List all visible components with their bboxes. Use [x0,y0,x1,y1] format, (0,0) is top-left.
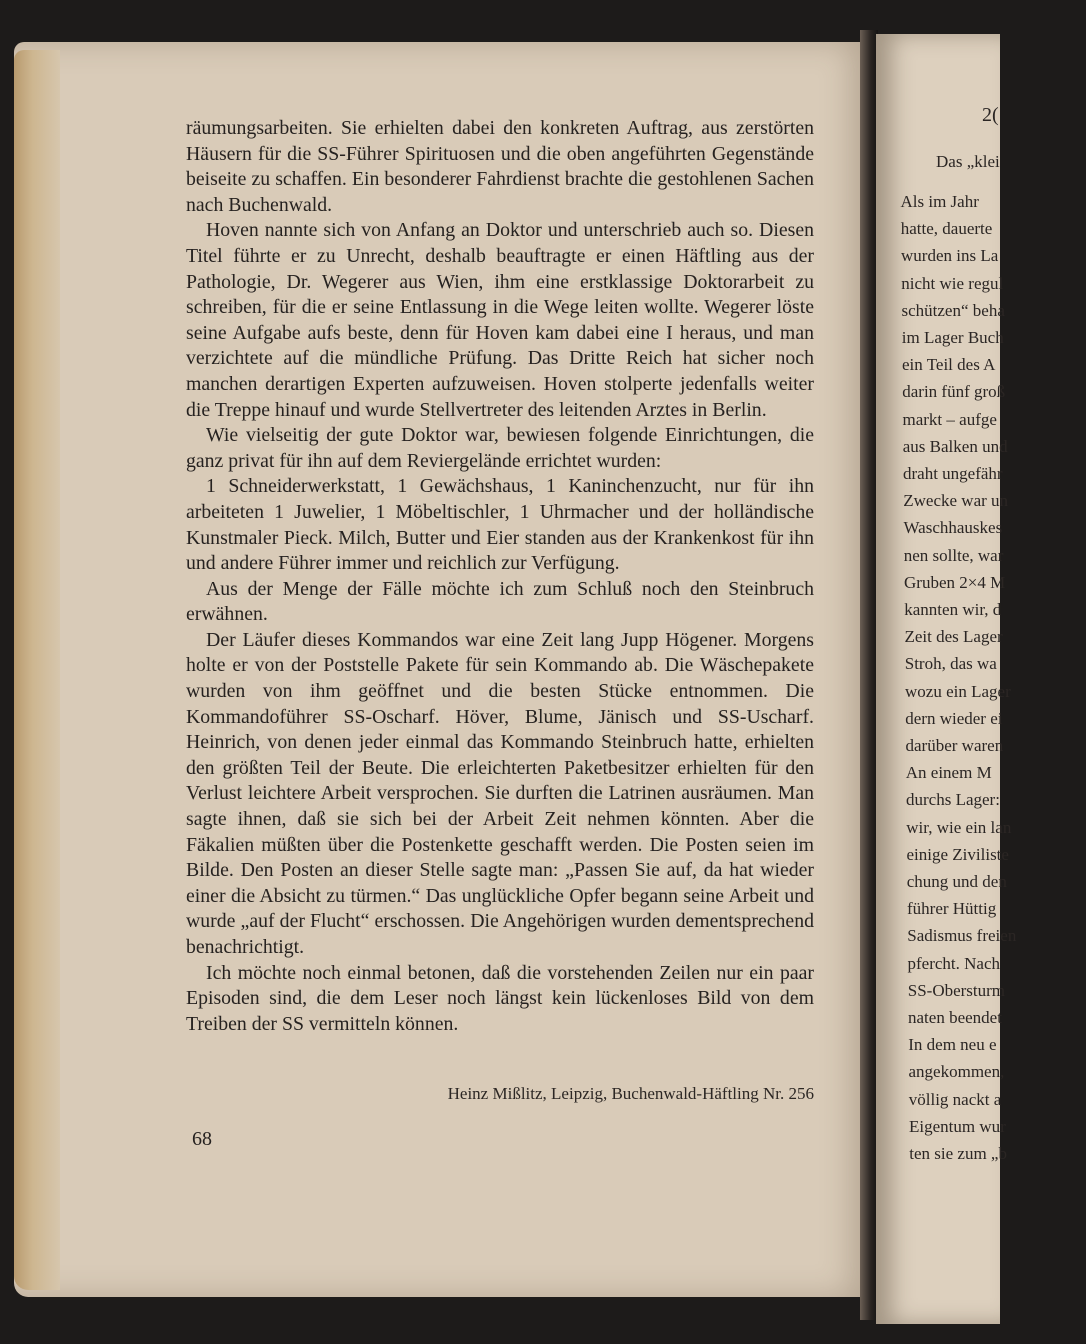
right-page-line: einige Ziviliste [906,844,1009,864]
right-page-line: draht ungefähr [903,464,1003,483]
right-page-line: An einem M [905,763,992,783]
right-page-line: chung und den [906,872,1007,891]
right-page-line: wozu ein Lager [905,681,1011,701]
right-page-line: aus Balken und [902,436,1008,456]
right-page-line: darin fünf groß [902,382,1006,402]
right-page-line: durchs Lager: [906,790,1000,810]
right-page-line: dern wieder ei [905,708,1003,728]
right-page-line: Als im Jahr [900,192,979,211]
right-page-line: markt – aufge [902,409,997,429]
right-page-line: SS-Obersturm [907,980,1006,1000]
right-page-line: kannten wir, d [904,600,1002,619]
right-page-line: Eigentum wur [909,1116,1006,1136]
right-page-line: ein Teil des A [902,355,996,375]
right-page-line: Zeit des Lager [904,627,1003,647]
right-page-line: pfercht. Nach [907,953,1001,973]
right-page-line: Sadismus freien [907,926,1017,946]
paragraph: Aus der Menge der Fälle möchte ich zum Schluß noch den Steinbruch erwähnen. [186,577,814,626]
paragraph: Ich möchte noch einmal betonen, daß die vorstehenden Zeilen nur ein paar Episoden sind, die dem Leser noch längst kein lückenloses Bild von dem Treiben der SS vermitteln können. [186,961,814,1035]
right-page-line: Das „klei [936,152,1000,171]
paragraph: Hoven nannte sich von Anfang an Doktor und unterschrieb auch so. Diesen Titel führte er zu Unrecht, deshalb beauftragte er einen Häftling aus der Pathologie, Dr. Wegerer aus Wien, ihm eine erstklassige Doktorarbeit zu schreiben, für die er seine Entlassung in die Wege leiten wollte. Wegerer löste seine Aufgabe aufs beste, denn für Hoven kam dabei eine I heraus, und man verzichtete auf die mündliche Prüfung. Das Dritte Reich hat sicher noch manchen derartigen Experten aufzuweisen. Hoven stolperte jedenfalls weiter die Treppe hinauf und wurde Stellvertreter des leitenden Arztes in Berlin. [186,219,814,421]
right-page-line: Stroh, das wa [904,654,997,674]
right-page-line: nicht wie regul [901,273,1004,293]
right-page-line: führer Hüttig [907,899,997,919]
author-signature: Heinz Mißlitz, Leipzig, Buchenwald-Häftling Nr. 256 [447,1084,814,1103]
page-number: 68 [192,1128,212,1150]
page-edge [14,50,60,1290]
right-page-line: völlig nackt a [908,1089,1002,1109]
paragraph: 1 Schneiderwerkstatt, 1 Gewächshaus, 1 Kaninchenzucht, nur für ihn arbeiteten 1 Juwelier, 1 Möbeltischler, 1 Uhrmacher und der holländische Kunstmaler Pieck. Milch, Butter und Eier standen aus der Krankenkost für ihn und andere Führer immer und reichlich zur Verfügung. [186,475,814,575]
paragraph: räumungsarbeiten. Sie erhielten dabei den konkreten Auftrag, aus zerstörten Häusern für die SS-Führer Spirituosen und die oben angeführten Gegenstände beiseite zu schaffen. Ein besonderer Fahrdienst brachte die gestohlenen Sachen nach Buchenwald. [186,117,814,216]
body-text [186,116,814,1037]
right-page-line: 2( [982,104,999,126]
right-page-line: schützen“ beha [901,300,1005,320]
right-page-line: darüber waren [905,736,1004,755]
right-page-line: im Lager Buch [901,328,1004,347]
right-page-line: angekommen, [908,1062,1005,1082]
right-page-line: ten sie zum „b [909,1144,1007,1163]
right-page [876,34,1017,1324]
right-page-line: Zwecke war un [903,491,1009,511]
paragraph: Der Läufer dieses Kommandos war eine Zeit lang Jupp Högener. Morgens holte er von der Poststelle Pakete für sein Kommando ab. Die Wäschepakete wurden von ihm geöffnet und die besten Stücke entnommen. Die Kommandoführer SS-Oscharf. Höver, Blume, Jänisch und SS-Uscharf. Heinrich, von denen jeder einmal das Kommando Steinbruch hatte, erhielten den größten Teil der Beute. Die erleichterten Paketbesitzer erhielten für den Verlust leichtere Arbeit versprochen. Sie durften die Latrinen ausräumen. Man sagte ihnen, daß sie sich bei der Arbeit Zeit nehmen könnten. Aber die Fäkalien müßten über die Postenkette geschafft werden. Die Posten seien im Bilde. Den Posten an dieser Stelle sagte man: „Passen Sie auf, da hat wieder einer die Absicht zu türmen.“ Das unglückliche Opfer begann seine Arbeit und wurde „auf der Flucht“ erschossen. Die Angehörigen wurden dementsprechend benachrichtigt. [186,628,814,958]
paragraph: Wie vielseitig der gute Doktor war, bewiesen folgende Einrichtungen, die ganz privat für ihn auf dem Reviergelände errichtet wurden: [186,424,814,472]
right-page-line: hatte, dauerte [900,219,993,239]
right-page-line: In dem neu e [908,1035,997,1055]
right-page-line: Waschhauskes [903,518,1003,538]
right-page-line: naten beendet [908,1008,1002,1027]
right-page-line: wurden ins La [901,246,999,266]
right-page-line: wir, wie ein lan [906,817,1012,837]
right-page-line: Gruben 2×4 M [904,572,1006,592]
right-page-line: nen sollte, war [903,545,1004,565]
